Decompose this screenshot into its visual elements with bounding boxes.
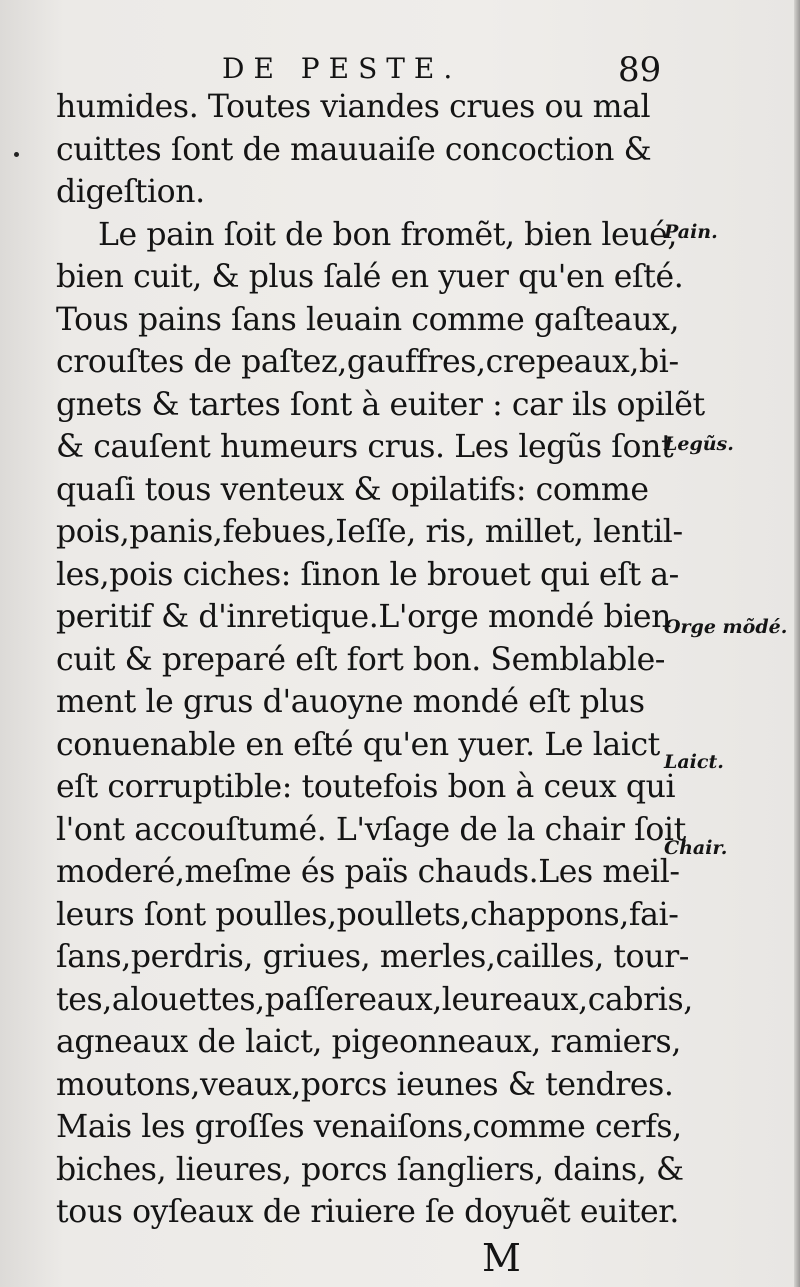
marginal-note-orge: Orge mõdé.: [664, 616, 788, 638]
running-title: DE PESTE.: [222, 52, 462, 85]
marginal-note-chair: Chair.: [664, 837, 728, 859]
text-line: eſt corruptible: toutefois bon à ceux qui: [56, 769, 676, 805]
text-line: Le pain ſoit de bon fromẽt, bien leué,: [98, 216, 678, 253]
page-edge-shadow: [794, 0, 800, 1287]
text-line: peritif & d'inretique.L'orge mondé bien: [56, 599, 672, 635]
text-line: agneaux de laict, pigeonneaux, ramiers,: [56, 1024, 681, 1060]
body-text: [56, 86, 705, 1234]
page-header: [0, 50, 800, 90]
text-line: & cauſent humeurs crus. Les legũs ſont: [56, 429, 674, 465]
marginal-note-legums: Legũs.: [664, 433, 734, 455]
text-line: pois,panis,febues,Ieſſe, ris, millet, lentil-: [56, 514, 683, 550]
text-line: ment le grus d'auoyne mondé eſt plus: [56, 684, 645, 720]
marginal-note-laict: Laict.: [664, 751, 724, 773]
text-line: l'ont accouſtumé. L'vſage de la chair ſoit: [56, 811, 686, 848]
text-line: bien cuit, & plus ſalé en yuer qu'en eſté.: [56, 259, 684, 295]
text-line: conuenable en eſté qu'en yuer. Le laict: [56, 726, 660, 763]
text-line: digeſtion.: [56, 174, 205, 210]
text-line: ſans,perdris, griues, merles,cailles, tour-: [56, 939, 690, 975]
text-line: quaſi tous venteux & opilatifs: comme: [56, 471, 649, 508]
text-line: crouſtes de paſtez,gauffres,crepeaux,bi-: [56, 344, 679, 380]
text-line: tes,alouettes,paſſereaux,leureaux,cabris,: [56, 981, 693, 1018]
signature-mark: M: [482, 1236, 521, 1280]
text-line: humides. Toutes viandes crues ou mal: [56, 89, 651, 125]
text-line: leurs ſont poulles,poullets,chappons,fai-: [56, 896, 679, 933]
text-line: moutons,veaux,porcs ieunes & tendres.: [56, 1066, 674, 1103]
text-line: tous oyſeaux de riuiere ſe doyuẽt euiter.: [56, 1194, 680, 1230]
text-line: gnets & tartes ſont à euiter : car ils opilẽt: [56, 386, 705, 423]
text-line: cuittes ſont de mauuaiſe concoction &: [56, 131, 652, 168]
page-number: 89: [618, 50, 662, 90]
marginal-note-pain: Pain.: [664, 221, 718, 243]
text-line: cuit & preparé eſt fort bon. Semblable-: [56, 641, 666, 678]
ink-dot: [14, 152, 19, 157]
text-line: moderé,meſme és païs chauds.Les meil-: [56, 854, 680, 890]
text-line: les,pois ciches: ſinon le brouet qui eſt a-: [56, 556, 679, 593]
text-line: Tous pains ſans leuain comme gaſteaux,: [56, 301, 680, 338]
text-line: biches, lieures, porcs ſangliers, dains, &: [56, 1151, 684, 1188]
text-line: Mais les groſſes venaiſons,comme cerfs,: [56, 1109, 682, 1145]
